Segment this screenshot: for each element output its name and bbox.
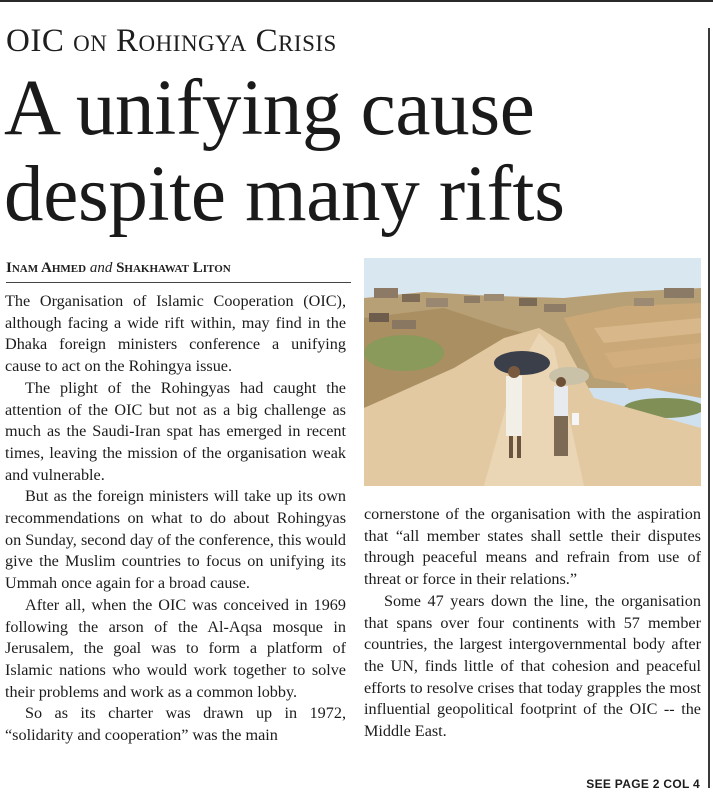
article-column-left <box>5 291 346 747</box>
paragraph: But as the foreign ministers will take up its own recommendations on what to do about Rohingyas on Sunday, second day of the conference, this would give the Muslim countries to focus on unifying its Ummah once again for a broad cause. <box>5 487 346 593</box>
paragraph: The Organisation of Islamic Cooperation (OIC), although facing a wide rift within, may find in the Dhaka foreign ministers conference a unifying cause to act on the Rohingya issue. <box>5 292 346 376</box>
article-column-right <box>364 504 701 743</box>
byline-rule <box>6 282 351 283</box>
byline-author-1: Inam Ahmed <box>6 260 87 276</box>
continued-on-page: SEE PAGE 2 COL 4 <box>586 777 700 791</box>
paragraph: Some 47 years down the line, the organisation that spans over four continents with 57 member countries, the largest intergovernmental body after the UN, finds little of that cohesion and peaceful efforts to resolve crises that today grapples the most influential geopolitical footprint of the OIC -- the Middle East. <box>364 591 701 741</box>
paragraph: cornerstone of the organisation with the aspiration that “all member states shall settle their disputes through peaceful means and refrain from use of threat or force in their relations.” <box>364 505 701 589</box>
headline-line-1: A unifying cause <box>4 65 535 152</box>
paragraph: After all, when the OIC was conceived in 1969 following the arson of the Al-Aqsa mosque in Jerusalem, the goal was to form a platform of Islamic nations who would work together to solve their problems and work as a common lobby. <box>5 595 346 701</box>
headline <box>4 66 704 238</box>
kicker: OIC on Rohingya Crisis <box>6 23 337 59</box>
photo-illustration <box>364 258 701 486</box>
paragraph: So as its charter was drawn up in 1972, “solidarity and cooperation” was the main <box>5 704 346 745</box>
right-column-rule <box>708 28 710 788</box>
byline <box>6 258 351 278</box>
byline-author-2: Shakhawat Liton <box>116 260 231 276</box>
top-rule <box>0 0 713 2</box>
paragraph: The plight of the Rohingyas had caught the attention of the OIC but not as a big challenge as much as the Saudi-Iran spat has emerged in recent times, leaving the mission of the organisation weak and vulnerable. <box>5 378 346 484</box>
headline-line-2: despite many rifts <box>4 151 565 238</box>
byline-conjunction: and <box>89 260 113 276</box>
news-photo <box>364 258 701 486</box>
